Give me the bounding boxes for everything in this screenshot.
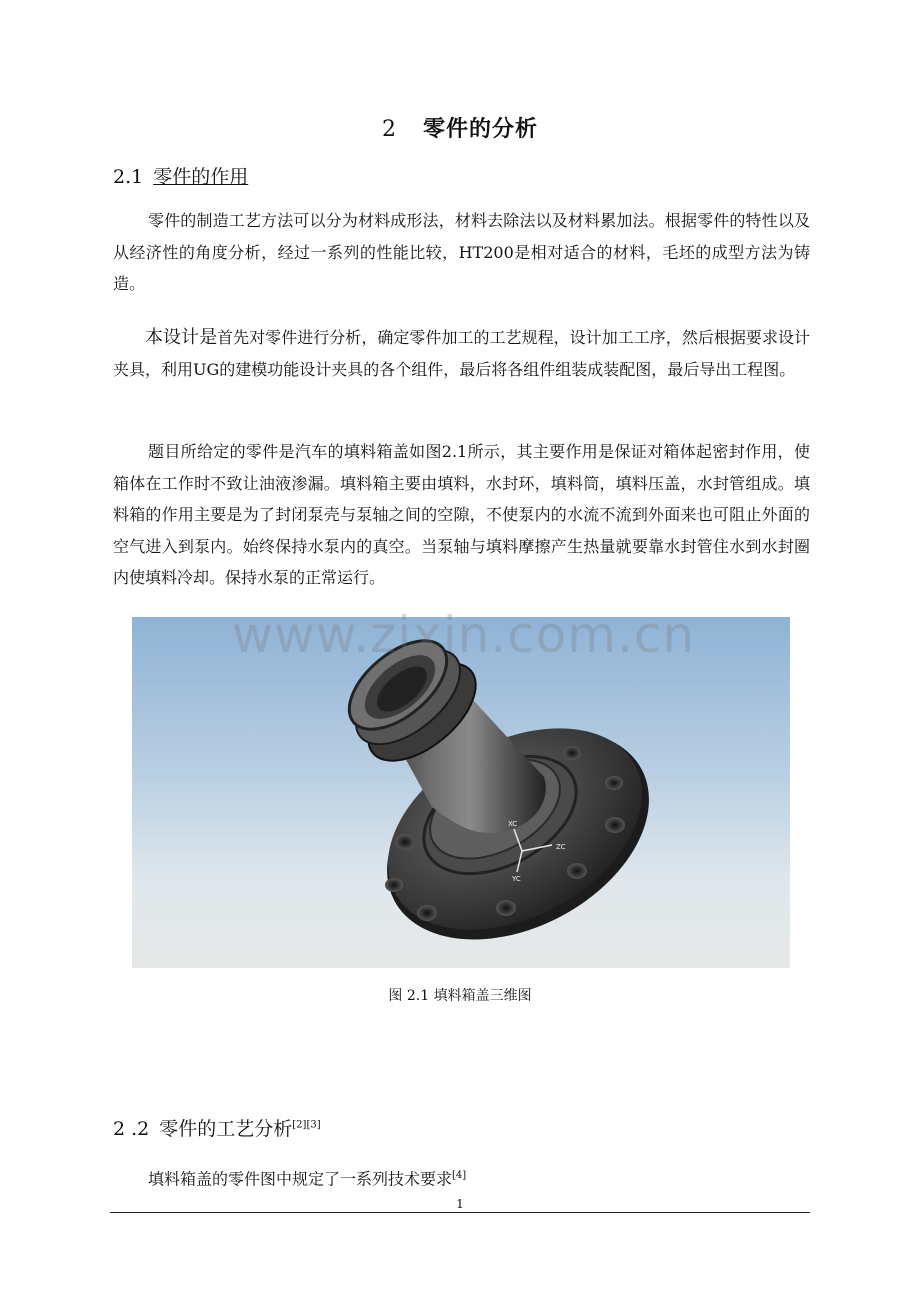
chapter-number: 2 xyxy=(381,117,397,142)
paragraph-2-lead: 本设计是 xyxy=(145,327,218,348)
citation-ref: [4] xyxy=(452,1170,467,1181)
figure-caption: 图 2.1 填料箱盖三维图 xyxy=(388,988,532,1004)
watermark-text: www.zixin.com.cn xyxy=(232,606,696,664)
section-number: 2.1 xyxy=(113,166,144,188)
paragraph-4-text: 填料箱盖的零件图中规定了一系列技术要求 xyxy=(148,1169,453,1189)
stuffing-box-cover-render xyxy=(132,617,790,968)
section-title: 零件的工艺分析 xyxy=(159,1118,293,1140)
section-heading-2-2 xyxy=(113,1114,321,1141)
citation-refs: [2][3] xyxy=(292,1119,321,1131)
section-heading-2-1 xyxy=(113,162,248,189)
chapter-title-text: 零件的分析 xyxy=(422,117,538,142)
footer-divider xyxy=(110,1212,810,1213)
section-title: 零件的作用 xyxy=(153,166,249,188)
paragraph-2 xyxy=(113,322,810,385)
paragraph-2-body: 首先对零件进行分析，确定零件加工的工艺规程，设计加工工序，然后根据要求设计夹具，利用UG的建模功能设计夹具的各个组件，最后将各组件组装成装配图，最后导出工程图。 xyxy=(113,328,810,379)
paragraph-4 xyxy=(113,1160,810,1195)
axis-label-zc: ZC xyxy=(556,843,566,851)
section-number: 2 .2 xyxy=(113,1118,150,1140)
page-number: 1 xyxy=(456,1197,464,1211)
paragraph-3: 题目所给定的零件是汽车的填料箱盖如图2.1所示，其主要作用是保证对箱体起密封作用，使箱体在工作时不致让油液渗漏。填料箱主要由填料，水封环，填料筒，填料压盖，水封管组成。填料箱的作用主要是为了封闭泵壳与泵轴之间的空隙，不使泵内的水流不流到外面来也可阻止外面的空气进入到泵内。始终保持水泵内的真空。当泵轴与填料摩擦产生热量就要靠水封管住水到水封圈内使填料冷却。保持水泵的正常运行。 xyxy=(113,442,810,587)
chapter-title xyxy=(0,112,920,143)
axis-label-xc: XC xyxy=(508,820,518,828)
figure-3d-model-image xyxy=(132,617,790,968)
paragraph-1: 零件的制造工艺方法可以分为材料成形法，材料去除法以及材料累加法。根据零件的特性以及从经济性的角度分析，经过一系列的性能比较，HT200是相对适合的材料，毛坯的成型方法为铸造。 xyxy=(113,211,810,293)
axis-label-yc: YC xyxy=(512,875,521,883)
